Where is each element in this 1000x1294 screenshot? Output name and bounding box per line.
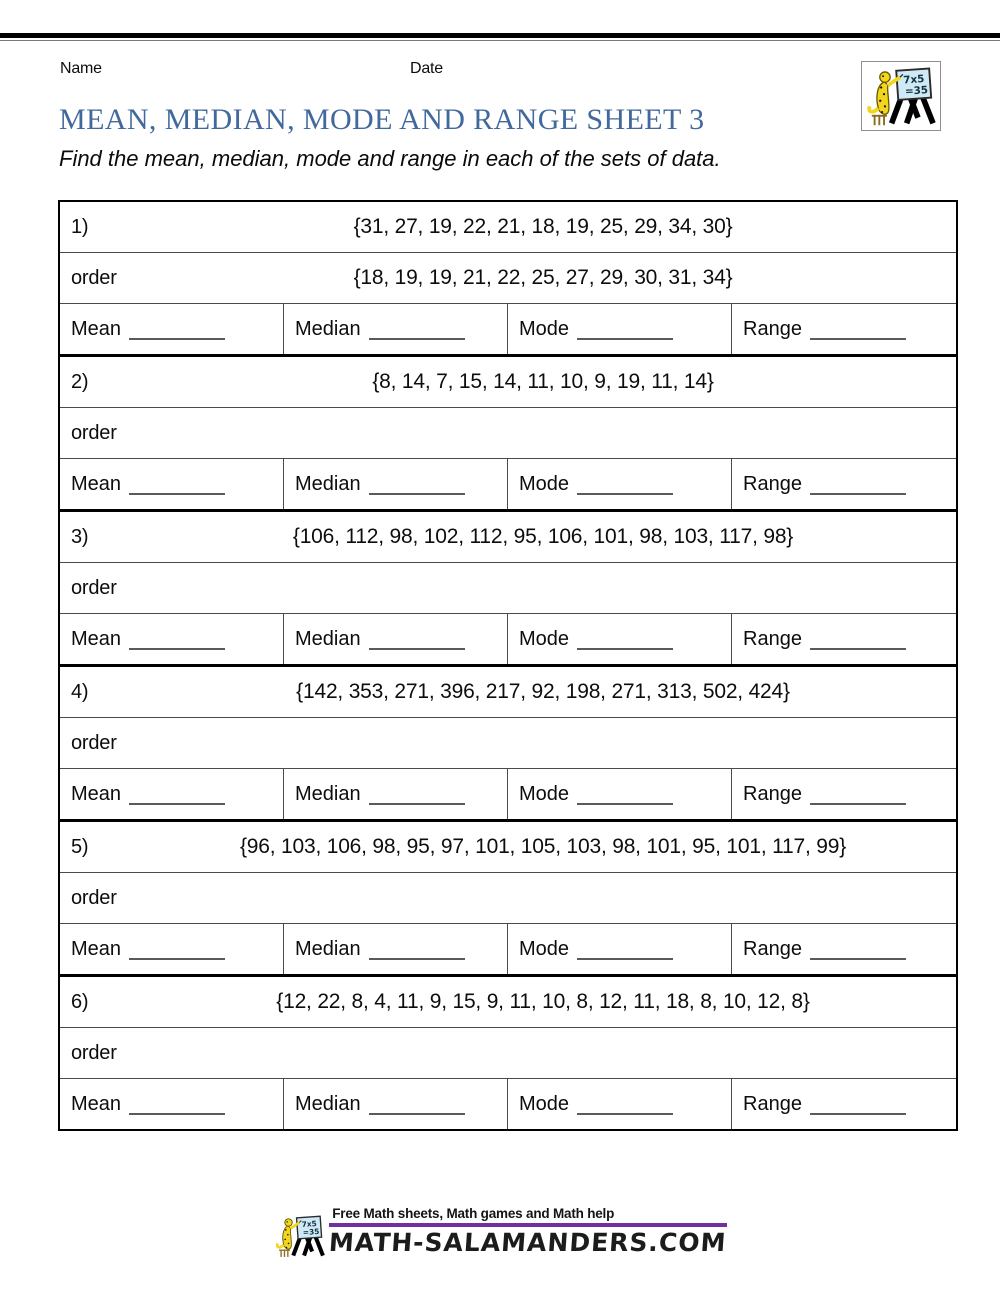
- mode-label: Mode: [519, 782, 570, 805]
- mean-answer-blank: [129, 474, 225, 495]
- mean-cell: [60, 1079, 284, 1129]
- mode-answer-blank: [577, 319, 673, 340]
- mean-label: Mean: [71, 782, 122, 805]
- range-label: Range: [743, 317, 802, 340]
- range-answer-blank: [810, 629, 906, 650]
- mean-answer-blank: [129, 319, 225, 340]
- board-equation-line1: 7x5: [902, 73, 925, 87]
- range-label: Range: [743, 937, 802, 960]
- median-label: Median: [295, 1092, 361, 1115]
- logo-board: [297, 1216, 322, 1239]
- data-set: {106, 112, 98, 102, 112, 95, 106, 101, 98, 103, 117, 98}: [292, 525, 794, 548]
- mode-label: Mode: [519, 317, 570, 340]
- board-equation-line2: =35: [302, 1226, 320, 1238]
- median-label: Median: [295, 627, 361, 650]
- problem-5-data-row: [60, 822, 956, 873]
- median-cell: [284, 614, 508, 664]
- mean-answer-blank: [129, 1094, 225, 1115]
- salamander-easel-icon: [863, 63, 939, 129]
- order-label: order: [71, 576, 117, 599]
- range-answer-blank: [810, 474, 906, 495]
- problem-number: 3): [71, 525, 89, 548]
- mode-answer-blank: [577, 629, 673, 650]
- mode-cell: [508, 1079, 732, 1129]
- problem-block-6: [60, 977, 956, 1129]
- mean-answer-blank: [129, 784, 225, 805]
- page-top-rule-thick: [0, 33, 1000, 38]
- problem-number: 2): [71, 370, 89, 393]
- mode-label: Mode: [519, 627, 570, 650]
- data-set: {12, 22, 8, 4, 11, 9, 15, 9, 11, 10, 8, 12, 11, 18, 8, 10, 12, 8}: [276, 990, 810, 1013]
- median-cell: [284, 769, 508, 819]
- problem-block-4: [60, 667, 956, 822]
- mode-cell: [508, 304, 732, 354]
- mean-label: Mean: [71, 317, 122, 340]
- range-cell: [732, 769, 956, 819]
- problem-number: 5): [71, 835, 89, 858]
- mean-cell: [60, 614, 284, 664]
- footer-brand-block: [273, 1206, 726, 1264]
- order-label: order: [71, 266, 117, 289]
- mean-cell: [60, 459, 284, 509]
- problem-5-stats-row: [60, 924, 956, 974]
- median-label: Median: [295, 937, 361, 960]
- order-label: order: [71, 1041, 117, 1064]
- problem-2-data-row: [60, 357, 956, 408]
- median-answer-blank: [369, 939, 465, 960]
- math-salamanders-logo: [861, 61, 941, 131]
- problem-block-1: [60, 202, 956, 357]
- range-label: Range: [743, 1092, 802, 1115]
- mean-cell: [60, 924, 284, 974]
- problem-1-order-row: [60, 253, 956, 304]
- data-set: {96, 103, 106, 98, 95, 97, 101, 105, 103, 98, 101, 95, 101, 117, 99}: [239, 835, 847, 858]
- median-cell: [284, 1079, 508, 1129]
- problem-2-order-row: [60, 408, 956, 459]
- logo-board: [896, 68, 931, 99]
- mode-answer-blank: [577, 1094, 673, 1115]
- mean-cell: [60, 304, 284, 354]
- median-answer-blank: [369, 474, 465, 495]
- median-cell: [284, 459, 508, 509]
- median-answer-blank: [369, 1094, 465, 1115]
- median-cell: [284, 304, 508, 354]
- mean-answer-blank: [129, 629, 225, 650]
- name-field-label: Name: [60, 60, 102, 77]
- problem-4-data-row: [60, 667, 956, 718]
- range-cell: [732, 1079, 956, 1129]
- footer-tagline: Free Math sheets, Math games and Math help: [332, 1206, 615, 1221]
- range-answer-blank: [810, 939, 906, 960]
- problem-6-order-row: [60, 1028, 956, 1079]
- order-label: order: [71, 886, 117, 909]
- range-cell: [732, 459, 956, 509]
- page-title: MEAN, MEDIAN, MODE AND RANGE SHEET 3: [59, 103, 705, 136]
- problem-6-data-row: [60, 977, 956, 1028]
- worksheet-table: [58, 200, 958, 1131]
- mean-answer-blank: [129, 939, 225, 960]
- mode-cell: [508, 924, 732, 974]
- problem-number: 4): [71, 680, 89, 703]
- data-set: {31, 27, 19, 22, 21, 18, 19, 25, 29, 34, 30}: [353, 215, 733, 238]
- mode-cell: [508, 769, 732, 819]
- mode-answer-blank: [577, 784, 673, 805]
- board-equation-line1: 7x5: [301, 1218, 318, 1230]
- order-label: order: [71, 731, 117, 754]
- range-label: Range: [743, 472, 802, 495]
- data-set: {8, 14, 7, 15, 14, 11, 10, 9, 19, 11, 14}: [372, 370, 714, 393]
- mean-cell: [60, 769, 284, 819]
- problem-4-order-row: [60, 718, 956, 769]
- problem-number: 6): [71, 990, 89, 1013]
- problem-4-stats-row: [60, 769, 956, 819]
- footer: [0, 1206, 1000, 1264]
- problem-number: 1): [71, 215, 89, 238]
- footer-site-wordmark: MATH-SALAMANDERS.COM: [328, 1228, 728, 1257]
- footer-text-block: [329, 1206, 726, 1257]
- date-field-label: Date: [410, 60, 443, 77]
- mean-label: Mean: [71, 627, 122, 650]
- mean-label: Mean: [71, 1092, 122, 1115]
- problem-1-data-row: [60, 202, 956, 253]
- mode-answer-blank: [577, 474, 673, 495]
- problem-5-order-row: [60, 873, 956, 924]
- problem-6-stats-row: [60, 1079, 956, 1129]
- mode-cell: [508, 459, 732, 509]
- median-answer-blank: [369, 784, 465, 805]
- range-answer-blank: [810, 1094, 906, 1115]
- median-label: Median: [295, 317, 361, 340]
- logo-stool: [872, 115, 887, 125]
- logo-stool: [279, 1250, 290, 1257]
- range-label: Range: [743, 627, 802, 650]
- mean-label: Mean: [71, 937, 122, 960]
- mode-label: Mode: [519, 472, 570, 495]
- range-cell: [732, 924, 956, 974]
- board-equation-line2: =35: [904, 84, 929, 98]
- range-answer-blank: [810, 319, 906, 340]
- median-label: Median: [295, 472, 361, 495]
- footer-purple-rule: [329, 1223, 726, 1227]
- problem-block-5: [60, 822, 956, 977]
- median-answer-blank: [369, 629, 465, 650]
- order-label: order: [71, 421, 117, 444]
- mean-label: Mean: [71, 472, 122, 495]
- range-cell: [732, 614, 956, 664]
- mode-label: Mode: [519, 1092, 570, 1115]
- range-cell: [732, 304, 956, 354]
- problem-1-stats-row: [60, 304, 956, 354]
- problem-3-stats-row: [60, 614, 956, 664]
- page-top-rule-thin: [0, 40, 1000, 41]
- range-answer-blank: [810, 784, 906, 805]
- problem-block-2: [60, 357, 956, 512]
- median-cell: [284, 924, 508, 974]
- footer-salamander-icon: [273, 1208, 327, 1264]
- problem-3-data-row: [60, 512, 956, 563]
- problem-block-3: [60, 512, 956, 667]
- median-label: Median: [295, 782, 361, 805]
- problem-3-order-row: [60, 563, 956, 614]
- median-answer-blank: [369, 319, 465, 340]
- ordered-data-set: {18, 19, 19, 21, 22, 25, 27, 29, 30, 31, 34}: [353, 266, 733, 289]
- page-instructions: Find the mean, median, mode and range in each of the sets of data.: [59, 146, 721, 171]
- mode-answer-blank: [577, 939, 673, 960]
- mode-cell: [508, 614, 732, 664]
- problem-2-stats-row: [60, 459, 956, 509]
- mode-label: Mode: [519, 937, 570, 960]
- range-label: Range: [743, 782, 802, 805]
- data-set: {142, 353, 271, 396, 217, 92, 198, 271, 313, 502, 424}: [296, 680, 790, 703]
